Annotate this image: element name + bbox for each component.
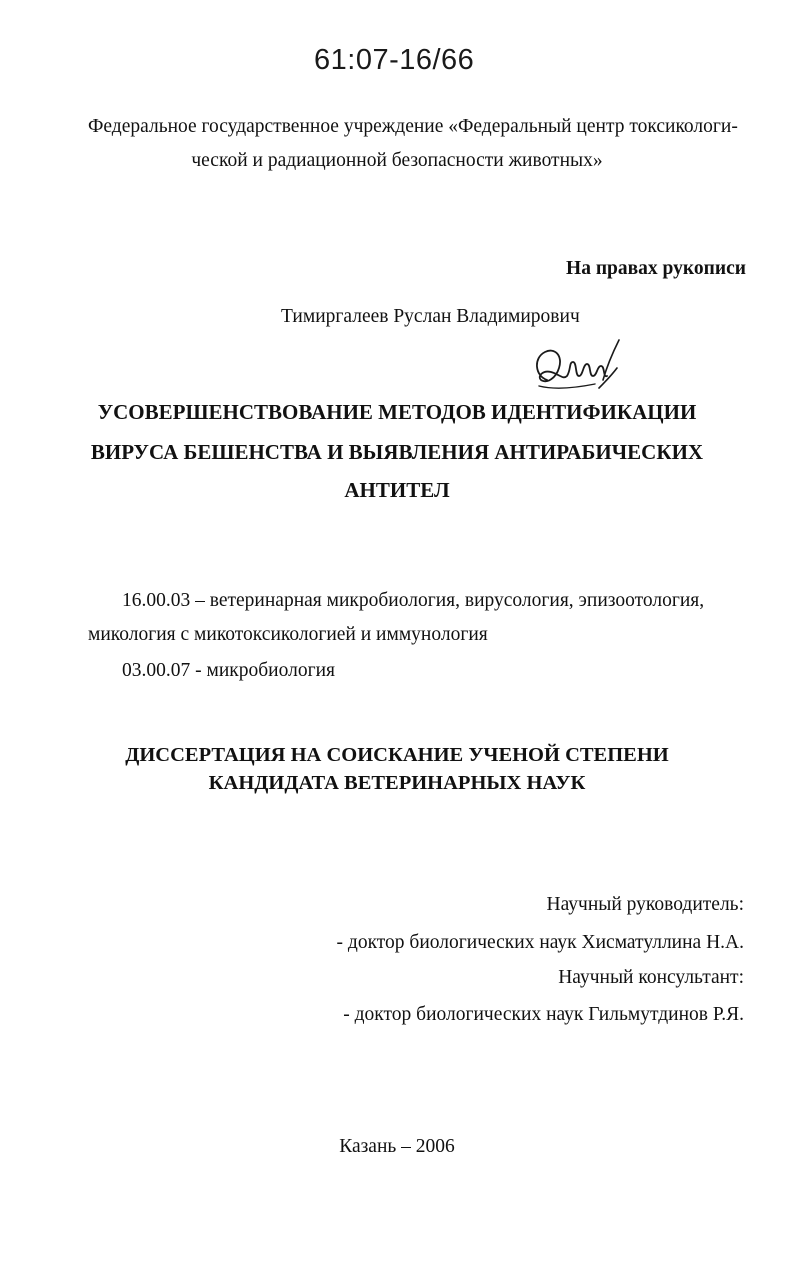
consultant-label: Научный консультант: bbox=[558, 967, 744, 988]
specialty-line-2: микология с микотоксикологией и иммунология bbox=[88, 624, 488, 645]
place-and-year: Казань – 2006 bbox=[339, 1136, 455, 1157]
degree-line-1: ДИССЕРТАЦИЯ НА СОИСКАНИЕ УЧЕНОЙ СТЕПЕНИ bbox=[125, 744, 669, 766]
manuscript-rights-label: На правах рукописи bbox=[566, 258, 746, 279]
archive-code: 61:07-16/66 bbox=[314, 44, 475, 76]
supervisor-label: Научный руководитель: bbox=[546, 894, 744, 915]
institution-line-1: Федеральное государственное учреждение «Федеральный центр токсикологи- bbox=[88, 116, 738, 137]
consultant-name: - доктор биологических наук Гильмутдинов Р.Я. bbox=[343, 1004, 744, 1025]
dissertation-title-line-3: АНТИТЕЛ bbox=[344, 478, 450, 502]
institution-line-2: ческой и радиационной безопасности животных» bbox=[191, 150, 603, 171]
supervisor-name: - доктор биологических наук Хисматуллина Н.А. bbox=[336, 932, 744, 953]
author-name: Тимиргалеев Руслан Владимирович bbox=[281, 306, 580, 327]
handwritten-signature-icon bbox=[525, 336, 625, 402]
degree-line-2: КАНДИДАТА ВЕТЕРИНАРНЫХ НАУК bbox=[208, 772, 586, 794]
dissertation-title-line-2: ВИРУСА БЕШЕНСТВА И ВЫЯВЛЕНИЯ АНТИРАБИЧЕСКИХ bbox=[90, 440, 704, 464]
specialty-line-1: 16.00.03 – ветеринарная микробиология, вирусология, эпизоотология, bbox=[122, 590, 705, 611]
dissertation-title-line-1: УСОВЕРШЕНСТВОВАНИЕ МЕТОДОВ ИДЕНТИФИКАЦИИ bbox=[97, 400, 697, 424]
specialty-line-3: 03.00.07 - микробиология bbox=[122, 660, 335, 681]
